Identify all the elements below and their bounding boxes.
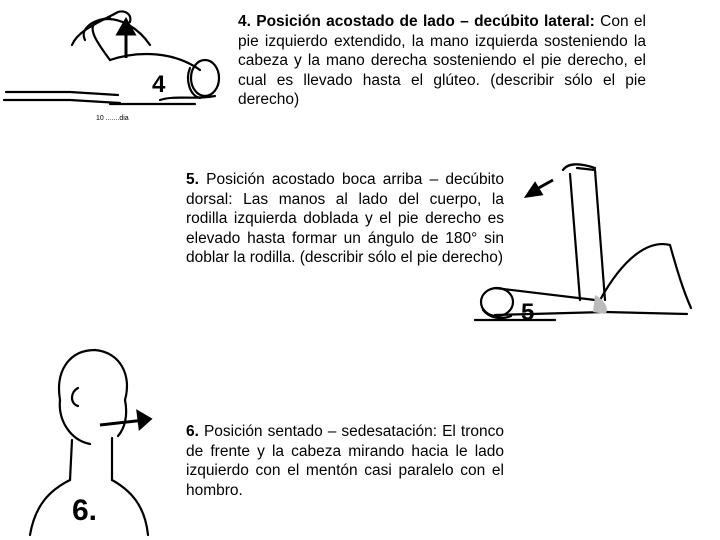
section-6-heading: 6. [186, 423, 199, 440]
section-4-heading: 4. Posición acostado de lado – decúbito lateral: [238, 13, 595, 30]
figure-6-number: 6. [72, 494, 98, 527]
section-6-text [186, 422, 504, 500]
section-4-body: Con el pie izquierdo extendido, la mano izquierda sosteniendo la cabeza y la mano derecha sosteniendo el pie derecho, el cual es llevado hasta el glúteo. (describir sólo el pie derecho) [238, 13, 646, 109]
figure-6-seated-head-turn [0, 340, 180, 540]
section-5-body: Posición acostado boca arriba – decúbito dorsal: Las manos al lado del cuerpo, la rodilla izquierda doblada y el pie derecho es elevado hasta formar un ángulo de 180° sin doblar la rodilla. (describir sólo el pie derecho) [186, 171, 504, 267]
section-5-text [186, 170, 504, 268]
figure-5-number: 5 [521, 299, 535, 326]
figure-4-caption: 10 .......dia [96, 115, 129, 122]
section-5-heading: 5. [186, 171, 199, 188]
section-4-text [238, 12, 646, 110]
figure-4-side-lying [0, 0, 230, 125]
section-6-body: Posición sentado – sedesatación: El tronco de frente y la cabeza mirando hacia le lado izquierdo con el mentón casi paralelo con el hombro. [186, 423, 504, 499]
figure-4-number: 4 [152, 71, 166, 98]
